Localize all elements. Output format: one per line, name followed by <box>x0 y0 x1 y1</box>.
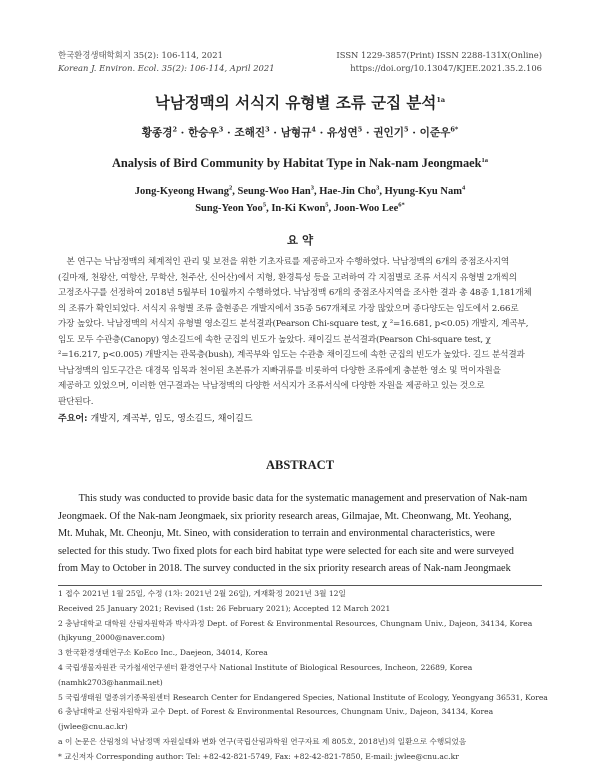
author-name: 권인기 <box>373 127 405 139</box>
abstract-ko-line: 고정조사구를 선정하여 2018년 5월부터 10월까지 수행하였다. 낙남정맥 6개의 중점조사지역을 조사한 결과 총 48종 1,181개체 <box>58 288 532 298</box>
author-name: Seung-Woo Han <box>237 186 311 197</box>
author-affiliation-mark: 3 <box>376 184 380 192</box>
footnote-line: 2 충남대학교 대학원 산림자원학과 박사과정 Dept. of Forest & Environmental Resources, Chungnam Univ., Dajeon, 34134, Korea <box>58 618 533 628</box>
footnote-line: (hjkyung_2000@naver.com) <box>58 633 165 643</box>
footnote-line: 3 한국환경생태연구소 KoEco Inc., Daejeon, 34014, Korea <box>58 648 268 658</box>
keywords <box>58 411 253 424</box>
paper-title-ko: 낙남정맥의 서식지 유형별 조류 군집 분석$^{1a}$ <box>154 93 446 112</box>
author-affiliation-mark: 5 <box>325 201 329 209</box>
footnote-line: a 이 논문은 산림청의 낙남정맥 자원실태와 변화 연구(국립산림과학원 연구자료 제 805호, 2018년)의 일환으로 수행되었음 <box>58 737 467 746</box>
author-affiliation-mark: 6* <box>450 125 459 134</box>
abstract-ko-line: 의 조류가 확인되었다. 서식지 유형별 조류 출현종은 개발지에서 35종 567개체로 가장 많았으며 종다양도는 임도에서 2.66로 <box>58 303 519 314</box>
issn: ISSN 1229-3857(Print) ISSN 2288-131X(Online) <box>336 50 542 60</box>
footnote-line: 5 국립생태원 멸종위기종복원센터 Research Center for Endangered Species, National Institute of Ecology, Yeongyang 36531, Korea <box>58 692 548 702</box>
author-name: 이준우 <box>419 127 451 139</box>
footnote-line: Received 25 January 2021; Revised (1st: 26 February 2021); Accepted 12 March 2021 <box>58 603 391 613</box>
keywords-list: 개발지, 계곡부, 임도, 영소길드, 채이길드 <box>90 414 253 424</box>
abstract-en-line: Jeongmaek. Of the Nak-nam Jeongmaek, six priority research areas, Gilmajae, Mt. Cheonwang, Mt. Yeohang, <box>58 510 512 522</box>
doi[interactable]: https://doi.org/10.13047/KJEE.2021.35.2.106 <box>350 63 542 73</box>
author-affiliation-mark: 5 <box>357 125 363 134</box>
author-name: 황종경 <box>141 127 173 139</box>
abstract-ko-line: 본 연구는 낙남정맥의 체계적인 관리 및 보전을 위한 기초자료를 제공하고자 수행하였다. 낙남정맥의 6개의 중점조사지역 <box>58 257 510 267</box>
author-name: Sung-Yeon Yoo <box>195 203 263 214</box>
author-affiliation-mark: 6* <box>398 201 405 209</box>
author-affiliation-mark: 2 <box>229 184 233 192</box>
abstract-ko-line: ²=16.217, p<0.005) 개발지는 관목층(bush), 계곡부와 임도는 수관층 채이길드에 속한 군집의 빈도가 높았다. 길드 분석결과 <box>58 350 525 360</box>
author-name: Jong-Kyeong Hwang <box>134 186 230 197</box>
author-name: 한승우 <box>188 127 219 139</box>
keywords-label: 주요어: <box>58 414 91 424</box>
abstract-ko-heading: 요 약 <box>286 233 314 247</box>
abstract-en-line: selected for this study. Two fixed plots for each bird habitat type were selected for each site and were surveyed <box>58 545 514 557</box>
author-name: 조해진 <box>234 127 266 139</box>
author-affiliation-mark: 4 <box>311 125 316 134</box>
abstract-ko-line: 가장 높았다. 낙남정맥의 서식지 유형별 영소길드 분석결과(Pearson Chi-square test, χ ²=16.681, p<0.05) 개발지, 계곡부, <box>58 319 529 329</box>
footnote-line: 1 접수 2021년 1월 25일, 수정 (1차: 2021년 2월 26일), 게재확정 2021년 3월 12일 <box>58 589 346 598</box>
abstract-ko-line: 임도 모두 수관층(Canopy) 영소길드에 속한 군집의 빈도가 높았다. 채이길드 분석결과(Pearson Chi-square test, χ <box>58 334 491 345</box>
abstract-ko-line: 제공하고 있었으며, 이러한 연구결과는 낙남정맥의 다양한 서식지가 조류서식에 다양한 자원을 제공하고 있는 것으로 <box>58 381 485 391</box>
journal-citation-ko: 한국환경생태학회지 35(2): 106-114, 2021 <box>58 50 223 60</box>
author-affiliation-mark: 4 <box>461 184 466 192</box>
paper-title-en: Analysis of Bird Community by Habitat Type in Nak-nam Jeongmaek$^{1a}$ <box>111 156 489 170</box>
abstract-ko-line: (길마재, 천왕산, 여항산, 무학산, 천주산, 신어산)에서 지형, 환경특성 등을 고려하여 각 지점별로 조류 서식지 유형별 2개씩의 <box>58 272 517 283</box>
abstract-ko-line: 판단된다. <box>58 396 94 407</box>
author-name: In-Ki Kwon <box>271 203 326 214</box>
abstract-ko-line: 낙남정맥의 임도구간은 대경목 임목과 천이된 초본류가 지빠귀류를 비롯하여 다양한 조류에게 충분한 영소 및 먹이자원을 <box>58 365 501 376</box>
author-affiliation-mark: 3 <box>265 125 270 134</box>
author-name: 유성연 <box>327 127 358 139</box>
footnote-line: * 교신저자 Corresponding author: Tel: +82-42-821-5749, Fax: +82-42-821-7850, E-mail: jwlee@cnu.ac.kr <box>58 751 459 761</box>
author-affiliation-mark: 2 <box>172 125 177 134</box>
journal-citation-en: Korean J. Environ. Ecol. 35(2): 106-114, April 2021 <box>58 63 275 73</box>
author-affiliation-mark: 3 <box>310 184 314 192</box>
author-name: Hyung-Kyu Nam <box>384 186 462 197</box>
footnote-line: (namhk2703@hanmail.net) <box>58 677 163 687</box>
author-name: 남형규 <box>280 127 312 139</box>
footnote-line: 4 국립생물자원관 국가철새연구센터 환경연구사 National Institute of Biological Resources, Incheon, 22689, Korea <box>58 663 473 672</box>
footnote-line: 6 충남대학교 산림자원학과 교수 Dept. of Forest & Environmental Resources, Chungnam Univ., Dajeon, 34134, Korea <box>58 707 494 717</box>
authors-en-line1: Jong-Kyeong Hwang$^2$, Seung-Woo Han$^3$, Hae-Jin Cho$^3$, Hyung-Kyu Nam$^4$ <box>134 184 466 197</box>
author-affiliation-mark: 3 <box>218 125 224 134</box>
abstract-en-line: Mt. Muhak, Mt. Cheonju, Mt. Sineo, with consideration to terrain and environmental characteristics, were <box>58 528 495 540</box>
authors-ko: 황종경$^2$ · 한승우$^3$ · 조해진$^3$ · 남형규$^4$ · 유성연$^5$ · 권인기$^5$ · 이준우$^{6*}$ <box>141 125 459 139</box>
abstract-en-line: from May to October in 2018. The survey conducted in the six priority research areas of Nak-nam Jeongmaek <box>58 563 511 575</box>
author-name: Joon-Woo Lee <box>333 203 399 214</box>
abstract-en-heading: ABSTRACT <box>265 458 335 472</box>
abstract-en-line: This study was conducted to provide basic data for the systematic management and preservation of Nak-nam <box>58 493 528 504</box>
footnote-divider <box>58 585 542 586</box>
author-affiliation-mark: 5 <box>262 201 267 209</box>
authors-en-line2: Sung-Yeon Yoo$^5$, In-Ki Kwon$^5$, Joon-Woo Lee$^{6*}$ <box>195 201 405 214</box>
footnote-line: (jwlee@cnu.ac.kr) <box>58 722 128 732</box>
author-affiliation-mark: 5 <box>404 125 409 134</box>
author-name: Hae-Jin Cho <box>319 186 377 197</box>
